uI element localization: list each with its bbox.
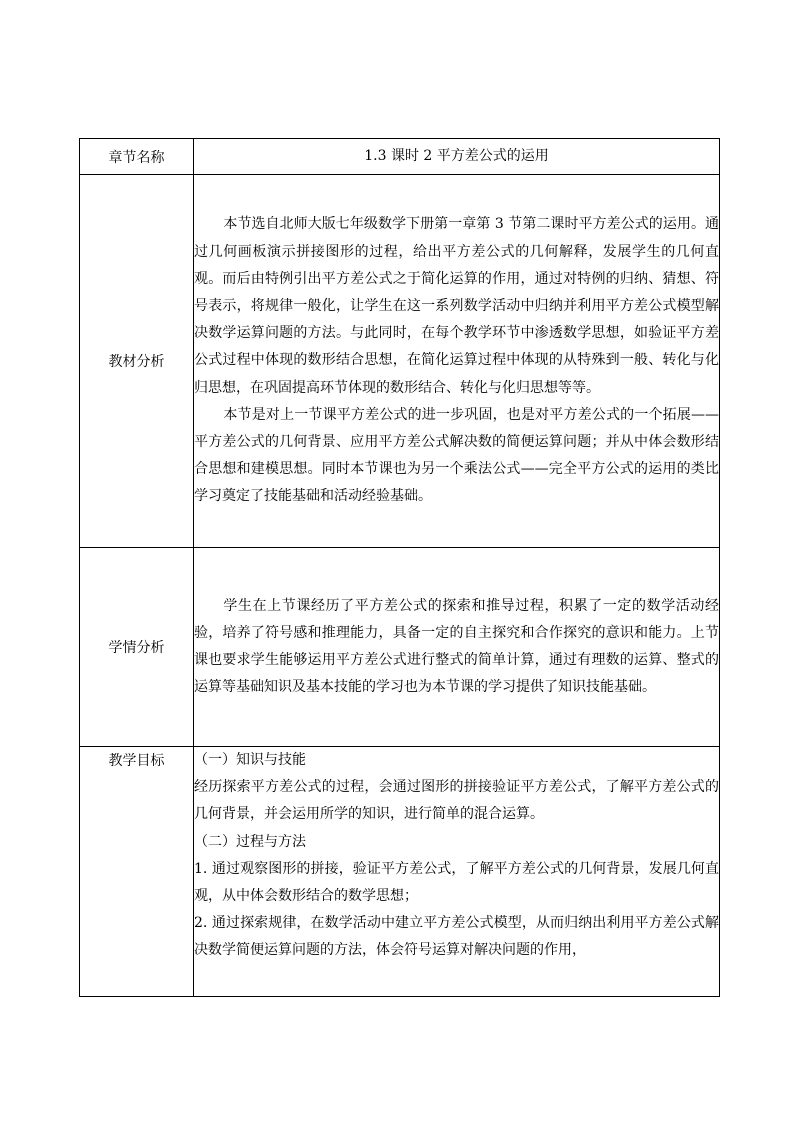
material-analysis-row bbox=[80, 175, 720, 548]
student-analysis-label: 学情分析 bbox=[80, 548, 194, 747]
student-paragraph: 学生在上节课经历了平方差公式的探索和推导过程，积累了一定的数学活动经验，培养了符号感和推理能力，具备一定的自主探究和合作探究的意识和能力。上节课也要求学生能够运用平方差公式进行整式的简单计算，通过有理数的运算、整式的运算等基础知识及基本技能的学习也为本节课的学习提供了知识技能基础。 bbox=[194, 597, 719, 696]
goal-line: 1. 通过观察图形的拼接，验证平方差公式，了解平方差公式的几何背景，发展几何直观，从中体会数形结合的数学思想； bbox=[194, 860, 719, 905]
goal-heading-knowledge: （一）知识与技能 bbox=[194, 752, 306, 768]
chapter-row bbox=[80, 139, 720, 175]
goal-line: 2. 通过探索规律，在数学活动中建立平方差公式模型，从而归纳出利用平方差公式解决数学简便运算问题的方法，体会符号运算对解决问题的作用， bbox=[194, 915, 719, 959]
student-analysis-row bbox=[80, 548, 720, 747]
teaching-goals-row bbox=[80, 747, 720, 997]
chapter-label: 章节名称 bbox=[80, 139, 194, 175]
goal-line: 经历探索平方差公式的过程，会通过图形的拼接验证平方差公式，了解平方差公式的几何背景，并会运用所学的知识，进行简单的混合运算。 bbox=[194, 779, 719, 823]
material-paragraph: 本节是对上一节课平方差公式的进一步巩固，也是对平方差公式的一个拓展——平方差公式的几何背景、应用平方差公式解决数的简便运算问题；并从中体会数形结合思想和建模思想。同时本节课也为另一个乘法公式——完全平方公式的运用的类比学习奠定了技能基础和活动经验基础。 bbox=[194, 406, 719, 505]
goal-heading-process: （二）过程与方法 bbox=[194, 833, 306, 850]
lesson-plan-table bbox=[79, 138, 720, 997]
chapter-title: 1.3 课时 2 平方差公式的运用 bbox=[194, 139, 720, 175]
student-analysis-text bbox=[194, 548, 720, 747]
material-paragraph: 本节选自北师大版七年级数学下册第一章第 3 节第二课时平方差公式的运用。通过几何画板演示拼接图形的过程，给出平方差公式的几何解释，发展学生的几何直观。而后由特例引出平方差公式之于简化运算的作用，通过对特例的归纳、猜想、符号表示，将规律一般化，让学生在这一系列数学活动中归纳并利用平方差公式模型解决数学运算问题的方法。与此同时，在每个教学环节中渗透数学思想，如验证平方差公式过程中体现的数形结合思想，在简化运算过程中体现的从特殊到一般、转化与化归思想，在巩固提高环节体现的数形结合、转化与化归思想等等。 bbox=[194, 216, 719, 396]
material-analysis-label: 教材分析 bbox=[80, 175, 194, 548]
teaching-goals-text bbox=[194, 747, 720, 997]
teaching-goals-label: 教学目标 bbox=[80, 747, 194, 997]
material-analysis-text bbox=[194, 175, 720, 548]
